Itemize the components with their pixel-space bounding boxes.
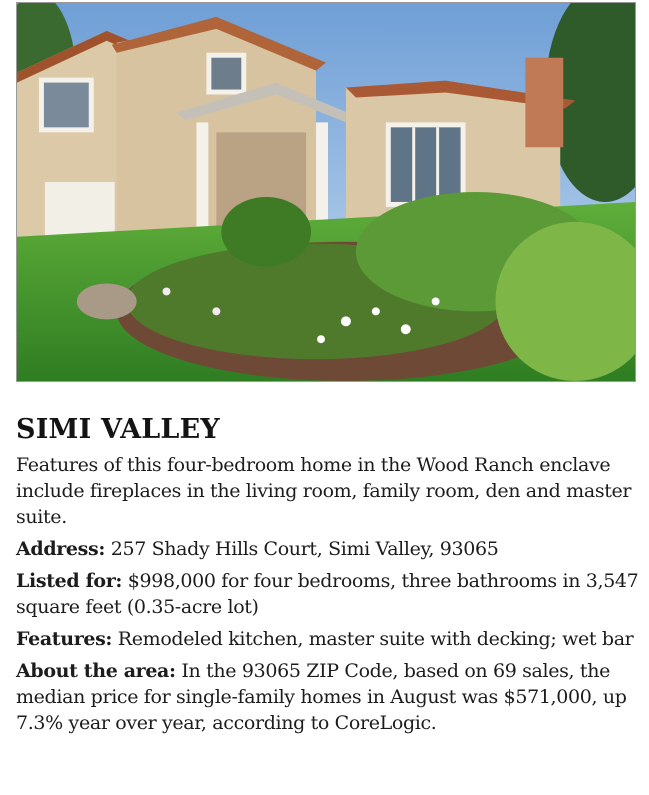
- listing-text: [16, 414, 642, 742]
- features-label: Features:: [16, 628, 113, 650]
- listing-intro: Features of this four-bedroom home in the Wood Ranch enclave include fireplaces in the living room, family room, den and master suite.: [16, 454, 632, 528]
- features-line: [16, 626, 642, 652]
- about-area-label: About the area:: [16, 660, 176, 682]
- features-value: Remodeled kitchen, master suite with decking; wet bar: [112, 628, 634, 650]
- house-illustration: [17, 3, 635, 381]
- address-line: [16, 536, 642, 562]
- listed-for-label: Listed for:: [16, 570, 123, 592]
- house-photo: [16, 2, 636, 382]
- about-area-value: In the 93065 ZIP Code, based on 69 sales, the median price for single-family homes in August was $571,000, up 7.3% year over year, according to CoreLogic.: [16, 660, 627, 734]
- about-area-line: [16, 658, 642, 736]
- listed-for-value: $998,000 for four bedrooms, three bathrooms in 3,547 square feet (0.35-acre lot): [16, 570, 639, 618]
- listed-for-line: [16, 568, 642, 620]
- listing-headline: SIMI VALLEY: [16, 414, 220, 445]
- address-value: 257 Shady Hills Court, Simi Valley, 93065: [105, 538, 499, 560]
- address-label: Address:: [16, 538, 106, 560]
